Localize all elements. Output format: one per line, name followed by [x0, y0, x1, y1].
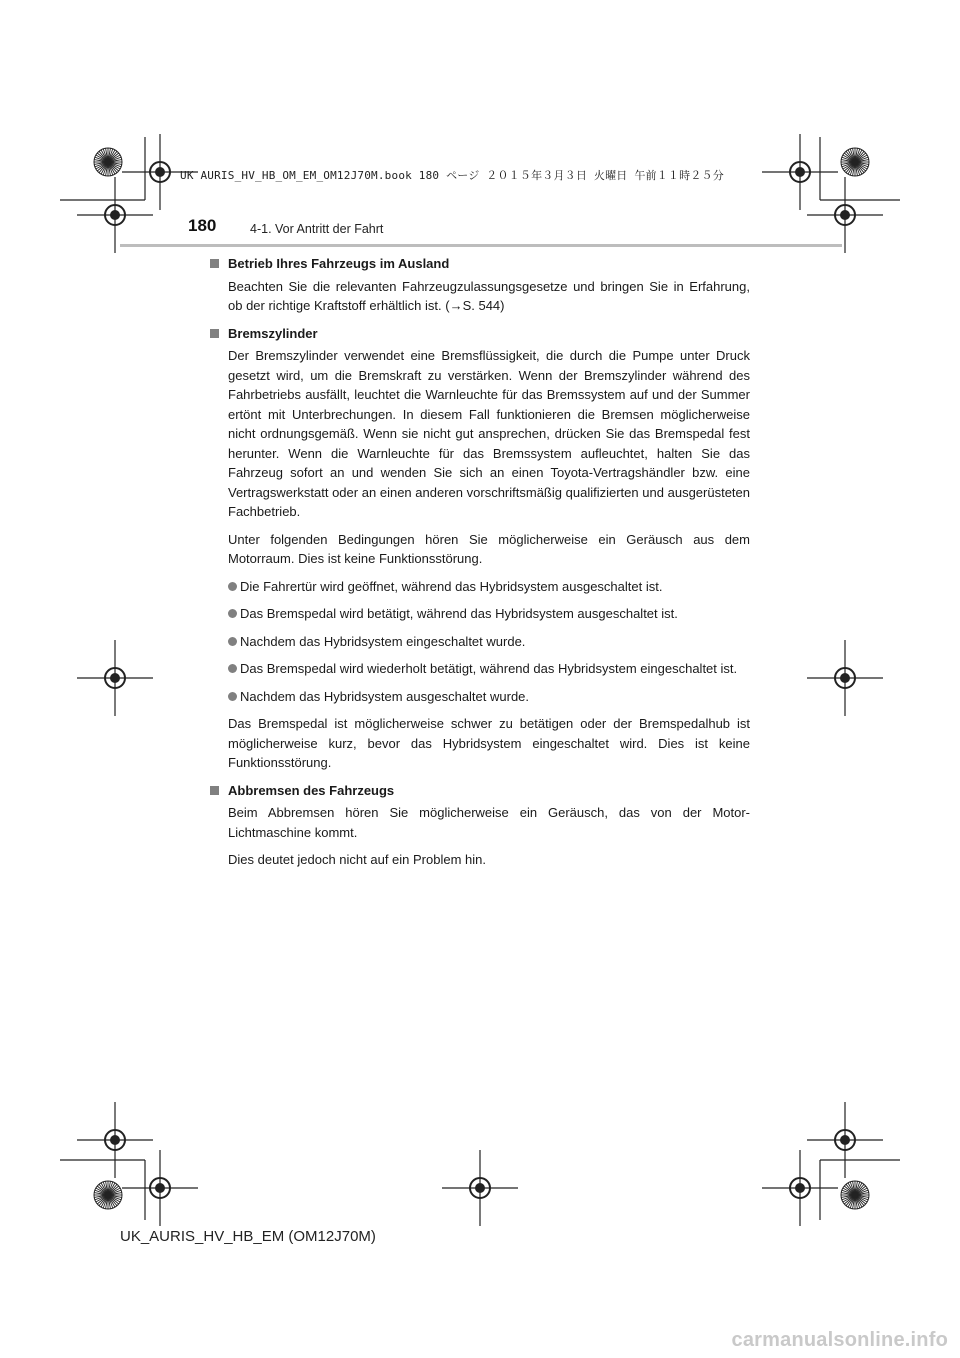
- paragraph: Beachten Sie die relevanten Fahrzeugzulassungsgesetze und bringen Sie in Erfahrung, ob der richtige Kraftstoff erhältlich ist. (→S. 544): [228, 278, 750, 313]
- round-bullet-icon: [228, 609, 237, 618]
- crosshair-icon: [762, 134, 838, 210]
- list-item: [210, 687, 750, 707]
- list-item: [210, 659, 750, 679]
- document-code: UK_AURIS_HV_HB_EM (OM12J70M): [120, 1228, 376, 1245]
- section-brake-cylinder: [210, 324, 750, 773]
- list-item: [210, 577, 750, 597]
- paragraph: Das Bremspedal ist möglicherweise schwer zu betätigen oder der Bremspedalhub ist möglicherweise kurz, bevor das Hybridsystem eingeschaltet wird. Dies ist keine Funktionsstörung.: [228, 716, 750, 770]
- square-bullet-icon: [210, 786, 219, 795]
- list-item: [210, 632, 750, 652]
- round-bullet-icon: [228, 637, 237, 646]
- starburst-icon: [841, 148, 869, 176]
- crosshair-icon: [807, 177, 883, 253]
- crosshair-icon: [77, 640, 153, 716]
- paragraph: Der Bremszylinder verwendet eine Bremsflüssigkeit, die durch die Pumpe unter Druck gesetzt wird, um die Bremskraft zu verstärken. Wenn der Bremszylinder während des Fahrbetriebs ausfällt, leuchtet die Warnleuchte für das Bremssystem auf und der Summer ertönt mit Unterbrechungen. In diesem Fall funktionieren die Bremsen möglicherweise nicht ordnungsgemäß. Wenn sie nicht gut ansprechen, drücken Sie das Bremspedal fest herunter. Wenn die Warnleuchte für das Bremssystem aufleuchtet, halten Sie das Fahrzeug sofort an und wenden Sie sich an einen Toyota-Vertragshändler bzw. eine Vertragswerkstatt oder an einen anderen vorschriftsmäßig qualifizierten und ausgerüsteten Fachbetrieb.: [228, 348, 750, 519]
- heading-text: Betrieb Ihres Fahrzeugs im Ausland: [228, 256, 450, 271]
- crosshair-icon: [77, 177, 153, 253]
- header-rule: [120, 244, 842, 247]
- square-bullet-icon: [210, 329, 219, 338]
- page-number: 180: [188, 216, 217, 235]
- round-bullet-icon: [228, 582, 237, 591]
- crosshair-icon: [122, 1150, 198, 1226]
- round-bullet-icon: [228, 692, 237, 701]
- heading-text: Bremszylinder: [228, 325, 318, 341]
- watermark: carmanualsonline.info: [731, 1329, 948, 1351]
- page-content: [210, 254, 750, 878]
- section-heading: [210, 254, 750, 274]
- paragraph: Beim Abbremsen hören Sie möglicherweise ein Geräusch, das von der Motor-Lichtmaschine kommt.: [228, 805, 750, 840]
- crosshair-icon: [442, 1150, 518, 1226]
- section-title: 4-1. Vor Antritt der Fahrt: [250, 222, 384, 236]
- heading-text: Abbremsen des Fahrzeugs: [228, 782, 395, 798]
- list-item: [210, 604, 750, 624]
- list-item-text: Die Fahrertür wird geöffnet, während das Hybridsystem ausgeschaltet ist.: [240, 578, 663, 594]
- round-bullet-icon: [228, 664, 237, 673]
- crosshair-icon: [807, 1102, 883, 1178]
- crosshair-icon: [77, 1102, 153, 1178]
- crosshair-icon: [807, 640, 883, 716]
- square-bullet-icon: [210, 259, 219, 268]
- list-item-text: Nachdem das Hybridsystem ausgeschaltet wurde.: [240, 688, 530, 704]
- section-heading: [210, 781, 750, 801]
- section-abroad: [210, 254, 750, 316]
- starburst-icon: [94, 1181, 122, 1209]
- starburst-icon: [94, 148, 122, 176]
- list-item-text: Nachdem das Hybridsystem eingeschaltet wurde.: [240, 633, 526, 649]
- list-item-text: Das Bremspedal wird betätigt, während das Hybridsystem ausgeschaltet ist.: [240, 606, 678, 621]
- list-item-text: Das Bremspedal wird wiederholt betätigt, während das Hybridsystem eingeschaltet ist.: [240, 661, 738, 676]
- file-stamp: UK AURIS_HV_HB_OM_EM_OM12J70M.book 180 ページ ２０１５年３月３日 火曜日 午前１１時２５分: [180, 169, 724, 182]
- section-braking: [210, 781, 750, 870]
- section-heading: [210, 324, 750, 344]
- paragraph: Dies deutet jedoch nicht auf ein Problem hin.: [228, 852, 486, 867]
- crosshair-icon: [762, 1150, 838, 1226]
- paragraph: Unter folgenden Bedingungen hören Sie möglicherweise ein Geräusch aus dem Motorraum. Dies ist keine Funktionsstörung.: [228, 531, 750, 566]
- starburst-icon: [841, 1181, 869, 1209]
